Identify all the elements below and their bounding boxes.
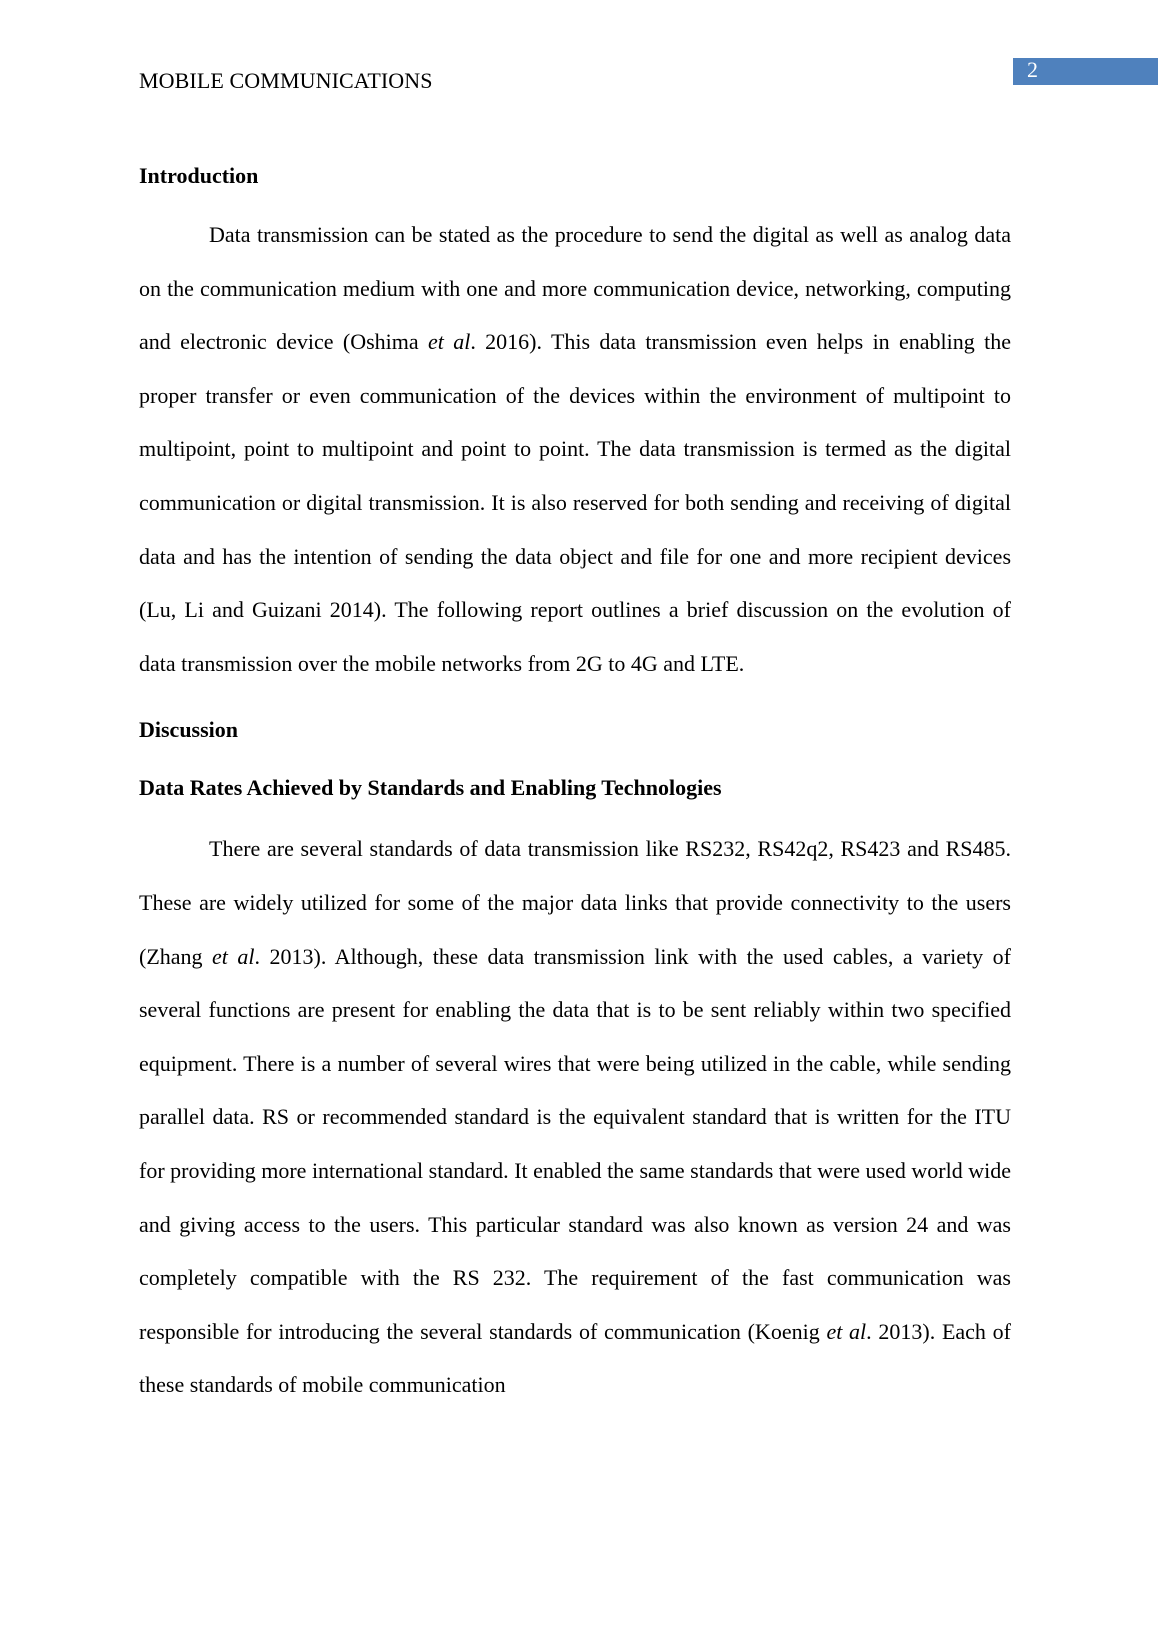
citation-et-al: et al	[212, 943, 255, 969]
data-rates-text-part-3: . 2013). Each of these standards of mobile communication	[139, 1318, 1011, 1398]
document-body	[139, 158, 1011, 1412]
citation-et-al: et al	[826, 1318, 867, 1344]
data-rates-heading: Data Rates Achieved by Standards and Enabling Technologies	[139, 775, 722, 801]
data-rates-paragraph	[139, 822, 1011, 1412]
data-rates-text-part-2: . 2013). Although, these data transmission link with the used cables, a variety of several functions are present for enabling the data that is to be sent reliably within two specified equipment. There is a number of several wires that were being utilized in the cable, while sending parallel data. RS or recommended standard is the equivalent standard that is written for the ITU for providing more international standard. It enabled the same standards that were used world wide and giving access to the users. This particular standard was also known as version 24 and was completely compatible with the RS 232. The requirement of the fast communication was responsible for introducing the several standards of communication (Koenig	[139, 943, 1011, 1344]
introduction-heading: Introduction	[139, 163, 259, 188]
running-head: MOBILE COMMUNICATIONS	[139, 68, 433, 93]
page-number-bar	[1013, 58, 1158, 85]
page-number: 2	[1027, 57, 1038, 82]
discussion-heading: Discussion	[139, 717, 239, 743]
introduction-text-part-2: . 2016). This data transmission even helps in enabling the proper transfer or even communication of the devices within the environment of multipoint to multipoint, point to multipoint and point to point. The data transmission is termed as the digital communication or digital transmission. It is also reserved for both sending and receiving of digital data and has the intention of sending the data object and file for one and more recipient devices (Lu, Li and Guizani 2014). The following report outlines a brief discussion on the evolution of data transmission over the mobile networks from 2G to 4G and LTE.	[139, 329, 1011, 676]
introduction-text-part-1: Data transmission can be stated as the procedure to send the digital as well as analog data on the communication medium with one and more communication device, networking, computing and electronic device (Oshima	[139, 222, 1011, 355]
citation-et-al: et al	[428, 329, 471, 355]
introduction-paragraph	[139, 208, 1011, 690]
data-rates-text-part-1: There are several standards of data transmission like RS232, RS42q2, RS423 and RS485. These are widely utilized for some of the major data links that provide connectivity to the users (Zhang	[139, 836, 1011, 969]
